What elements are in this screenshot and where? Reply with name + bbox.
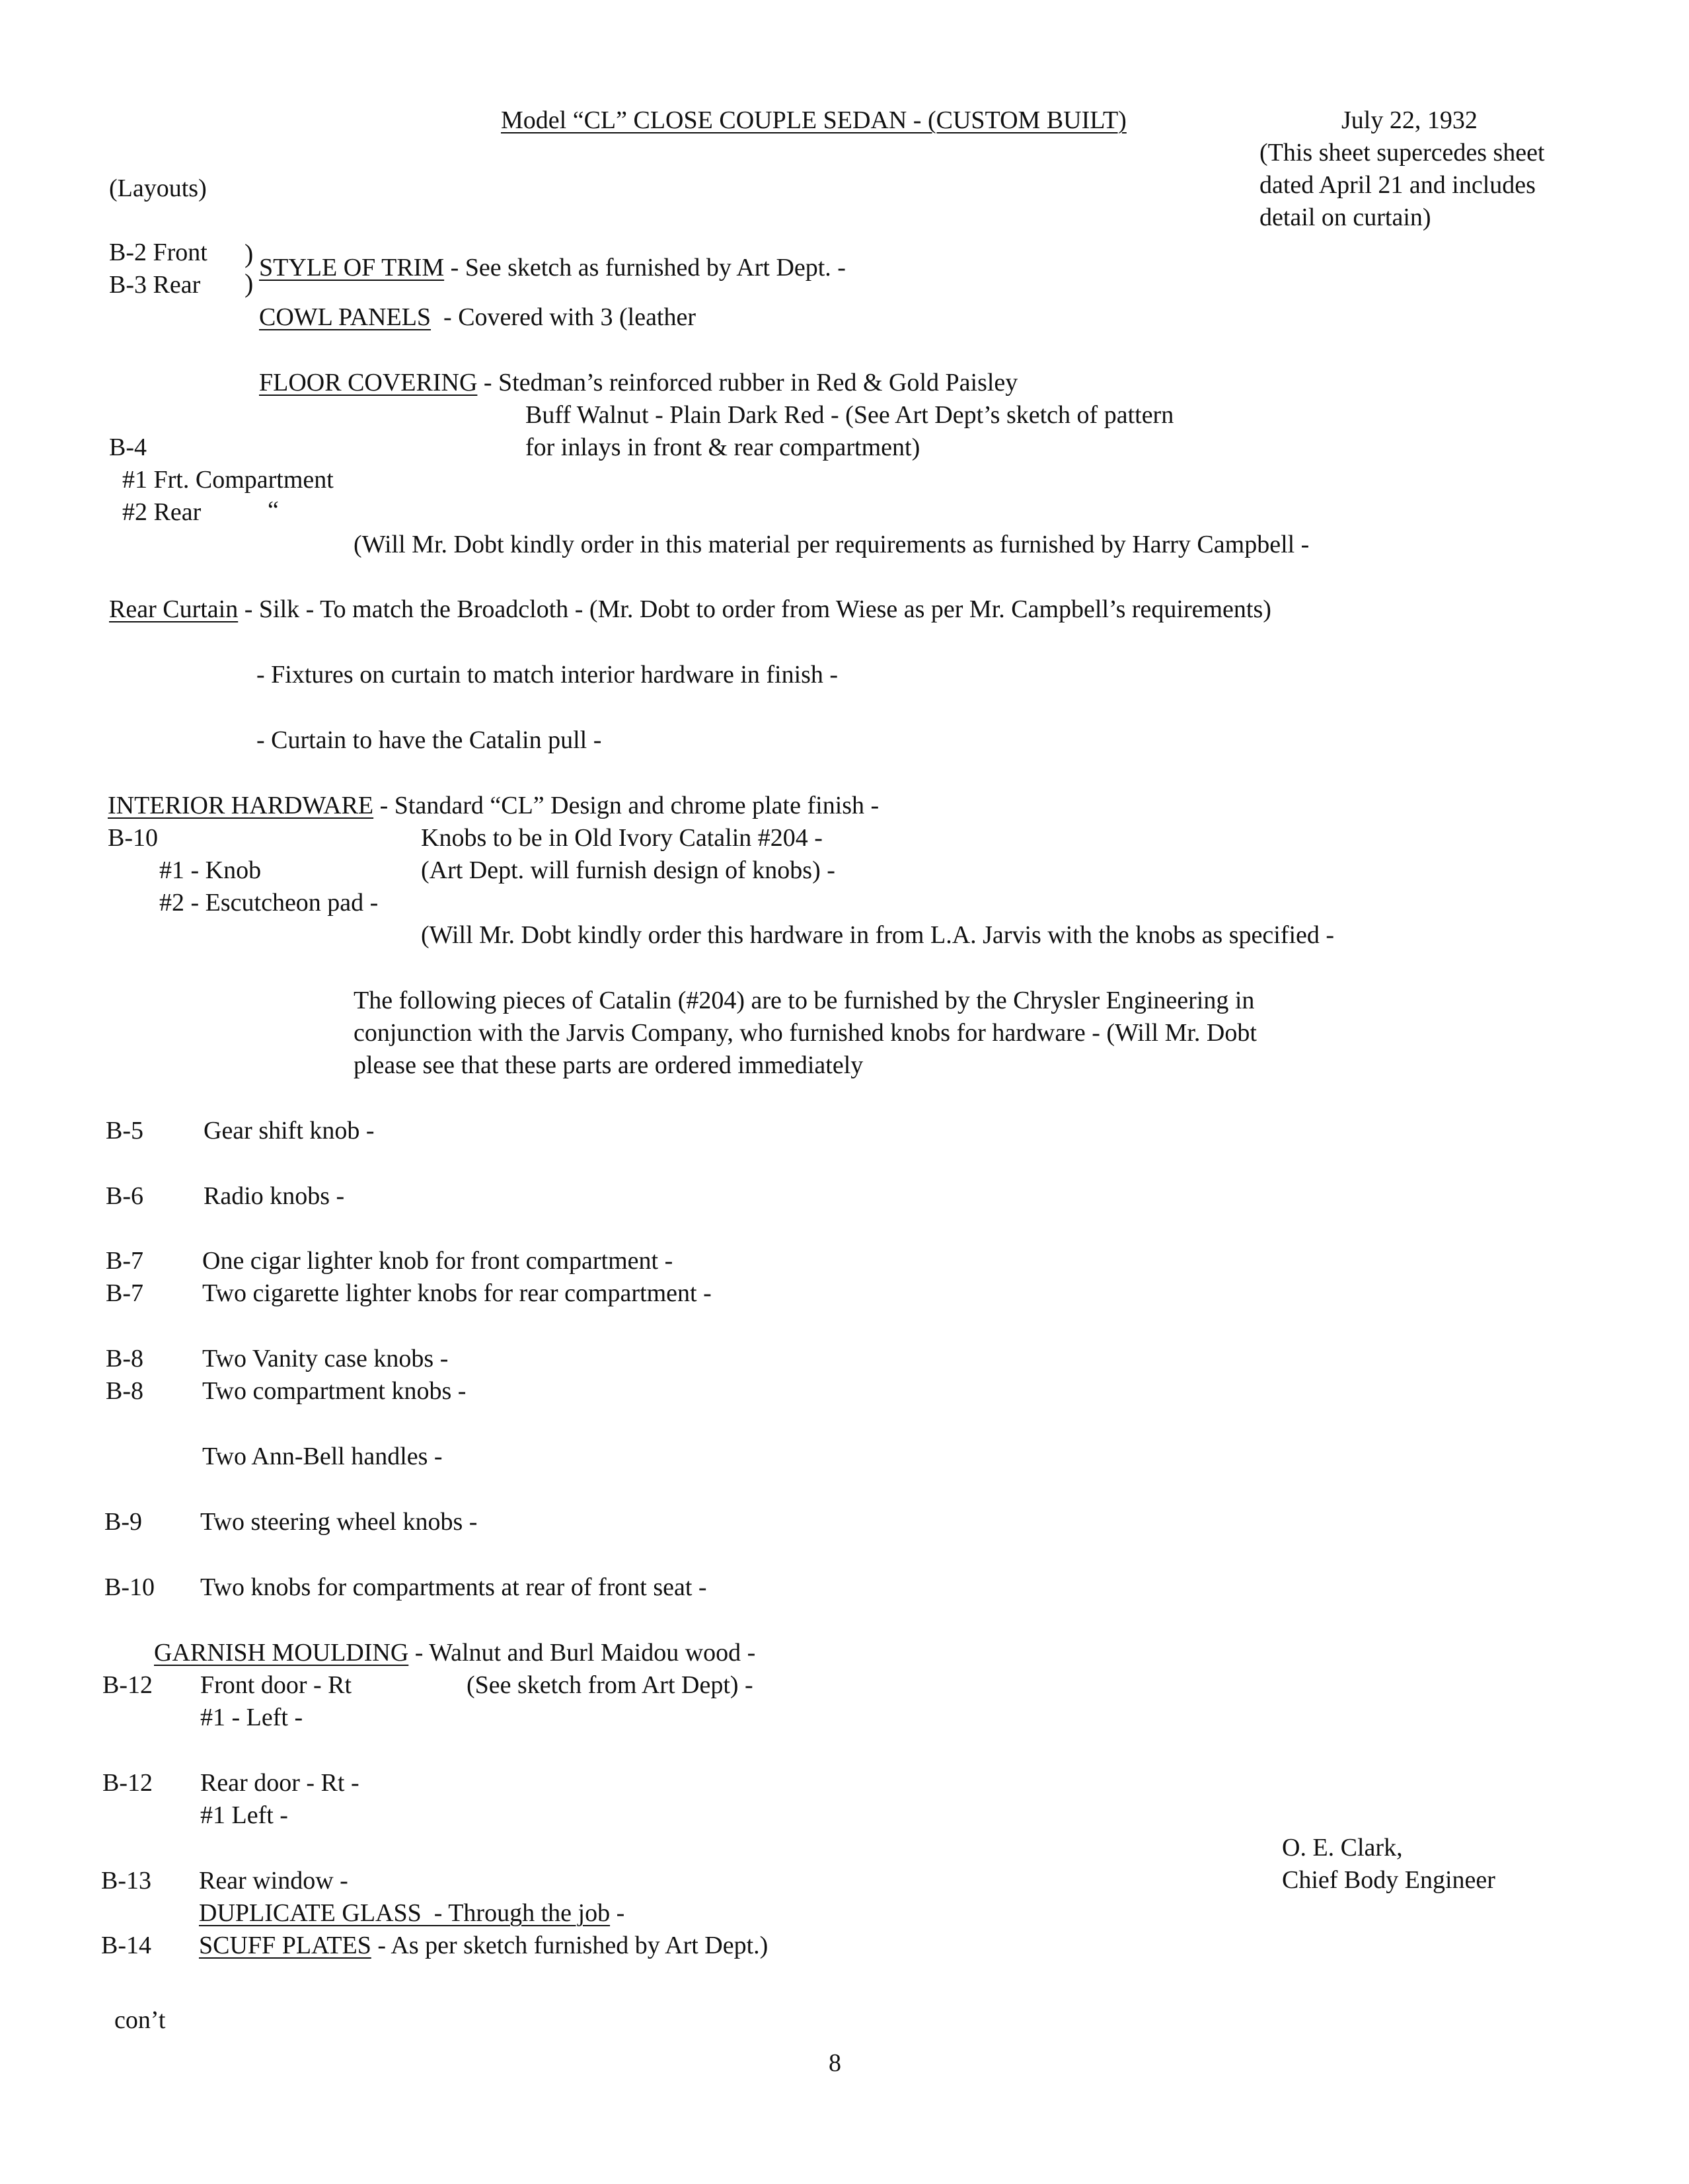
style-of-trim-text: - See sketch as furnished by Art Dept. -	[444, 254, 846, 282]
document-title: Model “CL” CLOSE COUPLE SEDAN - (CUSTOM BUILT)	[501, 106, 1127, 134]
floor-covering-text: - Stedman’s reinforced rubber in Red & Gold Paisley	[477, 369, 1018, 396]
item-description: Gear shift knob -	[204, 1117, 375, 1145]
front-door-sketch-note: (See sketch from Art Dept) -	[467, 1671, 753, 1699]
catalin-paragraph-line-3: please see that these parts are ordered immediately	[354, 1051, 864, 1079]
item-description: Two knobs for compartments at rear of front seat -	[200, 1573, 707, 1601]
hardware-item-escutcheon: #2 - Escutcheon pad -	[159, 889, 379, 917]
continued-note: con’t	[114, 2006, 166, 2034]
floor-covering-line	[259, 368, 1018, 398]
signature-title: Chief Body Engineer	[1282, 1866, 1495, 1894]
scuff-plates-heading: SCUFF PLATES	[199, 1932, 371, 1959]
code-b14: B-14	[101, 1932, 151, 1959]
style-of-trim-line	[259, 253, 846, 283]
cowl-panels-line	[259, 303, 696, 333]
rear-door-right: Rear door - Rt -	[200, 1769, 359, 1797]
floor-covering-line-2: Buff Walnut - Plain Dark Red - (See Art Dept’s sketch of pattern	[525, 401, 1174, 429]
curtain-pull-note: - Curtain to have the Catalin pull -	[256, 726, 602, 754]
bracket-paren-top: )	[244, 239, 254, 268]
code-b2-front: B-2 Front	[109, 239, 207, 266]
hardware-knobs-note: Knobs to be in Old Ivory Catalin #204 -	[421, 824, 823, 852]
item-description: Two cigarette lighter knobs for rear compartment -	[202, 1279, 712, 1307]
floor-item-front: #1 Frt. Compartment	[122, 466, 334, 494]
hardware-order-note: (Will Mr. Dobt kindly order this hardware in from L.A. Jarvis with the knobs as specified -	[421, 921, 1335, 949]
interior-hardware-text: - Standard “CL” Design and chrome plate finish -	[373, 792, 880, 819]
front-door-right: Front door - Rt	[200, 1671, 352, 1699]
garnish-moulding-text: - Walnut and Burl Maidou wood -	[408, 1639, 756, 1667]
rear-curtain-text: - Silk - To match the Broadcloth - (Mr. Dobt to order from Wiese as per Mr. Campbell’s requirements)	[238, 595, 1271, 623]
rear-curtain-heading: Rear Curtain	[109, 595, 239, 623]
hardware-design-note: (Art Dept. will furnish design of knobs) -	[421, 856, 835, 884]
code-b12-rear: B-12	[102, 1769, 153, 1797]
item-code: B-7	[106, 1247, 143, 1275]
item-code: B-9	[104, 1508, 142, 1536]
hardware-item-knob: #1 - Knob	[159, 856, 262, 884]
item-code: B-5	[106, 1117, 143, 1145]
item-description: Two compartment knobs -	[202, 1377, 467, 1405]
style-of-trim-heading: STYLE OF TRIM	[259, 254, 445, 282]
catalin-paragraph-line-1: The following pieces of Catalin (#204) are to be furnished by the Chrysler Engineering in	[354, 987, 1255, 1014]
code-b4: B-4	[109, 433, 147, 461]
item-code: B-7	[106, 1279, 143, 1307]
item-code: B-8	[106, 1377, 143, 1405]
code-b13: B-13	[101, 1867, 151, 1895]
catalin-paragraph-line-2: conjunction with the Jarvis Company, who furnished knobs for hardware - (Will Mr. Dobt	[354, 1019, 1257, 1047]
duplicate-glass-heading: DUPLICATE GLASS - Through the job	[199, 1899, 611, 1927]
floor-order-note: (Will Mr. Dobt kindly order in this material per requirements as furnished by Harry Campbell -	[354, 531, 1310, 558]
floor-covering-heading: FLOOR COVERING	[259, 369, 478, 396]
supersede-note-line-2: dated April 21 and includes	[1259, 171, 1536, 199]
item-description: Two Ann-Bell handles -	[202, 1443, 443, 1470]
item-code: B-8	[106, 1345, 143, 1373]
code-b10-hardware: B-10	[108, 824, 158, 852]
cowl-panels-heading: COWL PANELS	[259, 303, 432, 331]
document-date: July 22, 1932	[1341, 106, 1478, 134]
cowl-panels-text: - Covered with 3 (leather	[431, 303, 696, 331]
duplicate-glass-line	[199, 1899, 624, 1929]
garnish-moulding-heading: GARNISH MOULDING	[154, 1639, 409, 1667]
interior-hardware-line	[108, 791, 879, 821]
rear-curtain-line	[109, 595, 1271, 625]
bracket-paren-bottom: )	[244, 268, 254, 298]
layouts-label: (Layouts)	[109, 174, 207, 202]
item-description: One cigar lighter knob for front compartment -	[202, 1247, 673, 1275]
item-code: B-6	[106, 1182, 143, 1210]
scuff-plates-text: - As per sketch furnished by Art Dept.)	[371, 1932, 769, 1959]
rear-window: Rear window -	[199, 1867, 348, 1895]
page-number: 8	[829, 2049, 841, 2077]
scuff-plates-line	[199, 1931, 768, 1961]
interior-hardware-heading: INTERIOR HARDWARE	[108, 792, 374, 819]
garnish-moulding-line	[154, 1638, 755, 1669]
item-description: Radio knobs -	[204, 1182, 345, 1210]
ditto-mark: “	[268, 496, 279, 524]
front-door-left: #1 - Left -	[200, 1704, 303, 1731]
item-description: Two Vanity case knobs -	[202, 1345, 449, 1373]
floor-item-rear: #2 Rear	[122, 498, 202, 526]
supersede-note-line-3: detail on curtain)	[1259, 204, 1431, 231]
code-b3-rear: B-3 Rear	[109, 271, 201, 299]
curtain-fixtures-note: - Fixtures on curtain to match interior hardware in finish -	[256, 661, 839, 689]
rear-door-left: #1 Left -	[200, 1801, 288, 1829]
floor-covering-line-3: for inlays in front & rear compartment)	[525, 433, 920, 461]
duplicate-glass-text: -	[610, 1899, 625, 1927]
supersede-note-line-1: (This sheet supercedes sheet	[1259, 139, 1545, 167]
item-description: Two steering wheel knobs -	[200, 1508, 478, 1536]
code-b12-front: B-12	[102, 1671, 153, 1699]
signature-name: O. E. Clark,	[1282, 1834, 1403, 1862]
item-code: B-10	[104, 1573, 155, 1601]
